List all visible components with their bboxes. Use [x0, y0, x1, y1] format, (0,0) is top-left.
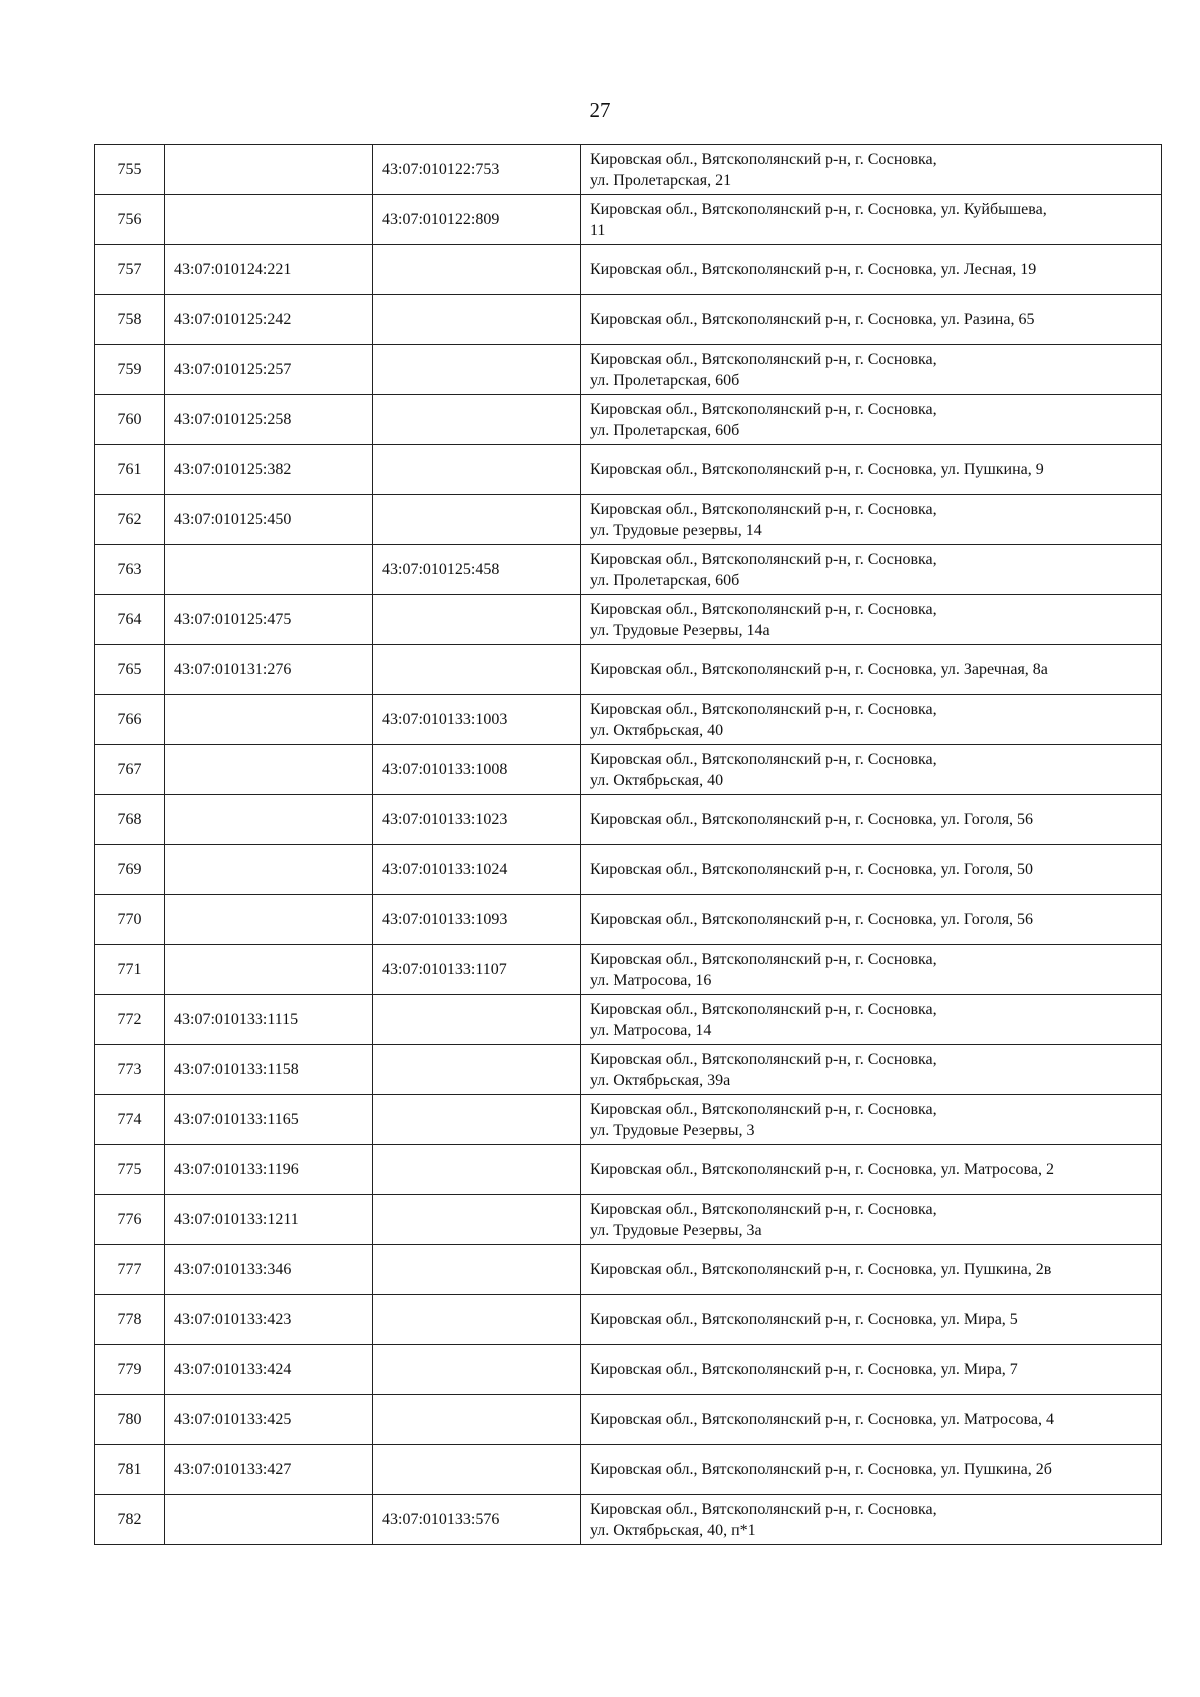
table-row: [95, 645, 1162, 695]
address-cell: [581, 345, 1162, 395]
row-number-cell: 757: [95, 245, 165, 295]
address-line: Кировская обл., Вятскополянский р-н, г. Сосновка, ул. Гоголя, 56: [590, 911, 1034, 928]
address-cell: [581, 895, 1162, 945]
address-cell: [581, 1345, 1162, 1395]
parent-cadastral-number-cell: [373, 1445, 581, 1495]
cadastral-number-cell: 43:07:010125:242: [165, 295, 373, 345]
cadastral-number-cell: [165, 695, 373, 745]
row-number-cell: 758: [95, 295, 165, 345]
table-row: [95, 1295, 1162, 1345]
address-line-continued: ул. Пролетарская, 60б: [590, 571, 740, 589]
cadastral-number-cell: [165, 545, 373, 595]
address-line: Кировская обл., Вятскополянский р-н, г. Сосновка,: [590, 150, 937, 168]
address-cell: [581, 495, 1162, 545]
table-row: [95, 195, 1162, 245]
address-line: Кировская обл., Вятскополянский р-н, г. Сосновка, ул. Мира, 5: [590, 1311, 1018, 1328]
address-cell: [581, 795, 1162, 845]
address-cell: [581, 1145, 1162, 1195]
address-line-continued: ул. Трудовые Резервы, 14а: [590, 621, 770, 639]
address-line-continued: ул. Трудовые резервы, 14: [590, 521, 762, 539]
table-row: [95, 1395, 1162, 1445]
cadastral-number-cell: [165, 945, 373, 995]
row-number-cell: 777: [95, 1245, 165, 1295]
table-row: [95, 595, 1162, 645]
parent-cadastral-number-cell: [373, 395, 581, 445]
parent-cadastral-number-cell: [373, 1045, 581, 1095]
row-number-cell: 771: [95, 945, 165, 995]
parent-cadastral-number-cell: 43:07:010125:458: [373, 545, 581, 595]
parent-cadastral-number-cell: [373, 1195, 581, 1245]
address-cell: [581, 1245, 1162, 1295]
row-number-cell: 756: [95, 195, 165, 245]
table-row: [95, 295, 1162, 345]
address-line: Кировская обл., Вятскополянский р-н, г. Сосновка,: [590, 500, 937, 518]
cadastral-number-cell: 43:07:010133:427: [165, 1445, 373, 1495]
address-cell: [581, 1095, 1162, 1145]
parent-cadastral-number-cell: 43:07:010133:576: [373, 1495, 581, 1545]
table-row: [95, 745, 1162, 795]
parent-cadastral-number-cell: 43:07:010133:1008: [373, 745, 581, 795]
row-number-cell: 759: [95, 345, 165, 395]
table-row: [95, 1345, 1162, 1395]
row-number-cell: 761: [95, 445, 165, 495]
parent-cadastral-number-cell: [373, 1395, 581, 1445]
address-cell: [581, 1195, 1162, 1245]
row-number-cell: 763: [95, 545, 165, 595]
row-number-cell: 755: [95, 145, 165, 195]
address-cell: [581, 395, 1162, 445]
parent-cadastral-number-cell: [373, 995, 581, 1045]
row-number-cell: 775: [95, 1145, 165, 1195]
address-line-continued: ул. Пролетарская, 60б: [590, 371, 740, 389]
page-number: 27: [589, 98, 611, 122]
table-row: [95, 445, 1162, 495]
address-cell: [581, 195, 1162, 245]
address-cell: [581, 1495, 1162, 1545]
cadastral-number-cell: 43:07:010131:276: [165, 645, 373, 695]
table-row: [95, 895, 1162, 945]
cadastral-number-cell: [165, 845, 373, 895]
parent-cadastral-number-cell: [373, 645, 581, 695]
table-row: [95, 345, 1162, 395]
parent-cadastral-number-cell: [373, 1345, 581, 1395]
address-line-continued: ул. Матросова, 16: [590, 971, 712, 989]
cadastral-number-cell: 43:07:010124:221: [165, 245, 373, 295]
address-cell: [581, 745, 1162, 795]
address-line: Кировская обл., Вятскополянский р-н, г. Сосновка, ул. Пушкина, 2б: [590, 1461, 1052, 1478]
row-number-cell: 773: [95, 1045, 165, 1095]
table-row: [95, 395, 1162, 445]
cadastral-number-cell: [165, 895, 373, 945]
address-cell: [581, 595, 1162, 645]
address-cell: [581, 145, 1162, 195]
cadastral-number-cell: 43:07:010133:346: [165, 1245, 373, 1295]
cadastral-number-cell: 43:07:010133:425: [165, 1395, 373, 1445]
table-row: [95, 1495, 1162, 1545]
address-cell: [581, 1295, 1162, 1345]
parent-cadastral-number-cell: [373, 1245, 581, 1295]
address-line-continued: ул. Октябрьская, 40, п*1: [590, 1521, 756, 1539]
cadastral-number-cell: 43:07:010125:475: [165, 595, 373, 645]
row-number-cell: 774: [95, 1095, 165, 1145]
address-line: Кировская обл., Вятскополянский р-н, г. Сосновка, ул. Матросова, 4: [590, 1411, 1054, 1428]
address-cell: [581, 545, 1162, 595]
cadastral-number-cell: [165, 745, 373, 795]
address-line: Кировская обл., Вятскополянский р-н, г. Сосновка, ул. Пушкина, 2в: [590, 1261, 1052, 1278]
address-line: Кировская обл., Вятскополянский р-н, г. Сосновка, ул. Заречная, 8а: [590, 661, 1048, 678]
address-line: Кировская обл., Вятскополянский р-н, г. Сосновка, ул. Разина, 65: [590, 311, 1035, 328]
table-row: [95, 995, 1162, 1045]
parent-cadastral-number-cell: [373, 595, 581, 645]
parent-cadastral-number-cell: [373, 1145, 581, 1195]
cadastral-number-cell: 43:07:010125:382: [165, 445, 373, 495]
parent-cadastral-number-cell: 43:07:010133:1093: [373, 895, 581, 945]
address-line: Кировская обл., Вятскополянский р-н, г. Сосновка,: [590, 1050, 937, 1068]
table-row: [95, 1195, 1162, 1245]
address-cell: [581, 295, 1162, 345]
parent-cadastral-number-cell: [373, 345, 581, 395]
cadastral-number-cell: 43:07:010125:258: [165, 395, 373, 445]
address-line: Кировская обл., Вятскополянский р-н, г. Сосновка,: [590, 600, 937, 618]
row-number-cell: 781: [95, 1445, 165, 1495]
address-line: Кировская обл., Вятскополянский р-н, г. Сосновка,: [590, 1100, 937, 1118]
row-number-cell: 778: [95, 1295, 165, 1345]
address-line: Кировская обл., Вятскополянский р-н, г. Сосновка, ул. Куйбышева,: [590, 200, 1047, 218]
address-line: Кировская обл., Вятскополянский р-н, г. Сосновка,: [590, 350, 937, 368]
row-number-cell: 768: [95, 795, 165, 845]
address-cell: [581, 945, 1162, 995]
table-row: [95, 245, 1162, 295]
parent-cadastral-number-cell: 43:07:010133:1024: [373, 845, 581, 895]
address-line: Кировская обл., Вятскополянский р-н, г. Сосновка, ул. Матросова, 2: [590, 1161, 1054, 1178]
cadastral-number-cell: 43:07:010133:1211: [165, 1195, 373, 1245]
table-row: [95, 845, 1162, 895]
parent-cadastral-number-cell: 43:07:010133:1107: [373, 945, 581, 995]
row-number-cell: 765: [95, 645, 165, 695]
row-number-cell: 776: [95, 1195, 165, 1245]
cadastral-number-cell: [165, 1495, 373, 1545]
parent-cadastral-number-cell: 43:07:010133:1003: [373, 695, 581, 745]
parent-cadastral-number-cell: [373, 245, 581, 295]
parent-cadastral-number-cell: 43:07:010133:1023: [373, 795, 581, 845]
address-line: Кировская обл., Вятскополянский р-н, г. Сосновка,: [590, 400, 937, 418]
address-line-continued: ул. Матросова, 14: [590, 1021, 712, 1039]
cadastral-number-cell: [165, 195, 373, 245]
address-line: Кировская обл., Вятскополянский р-н, г. Сосновка, ул. Гоголя, 50: [590, 861, 1034, 878]
address-line: Кировская обл., Вятскополянский р-н, г. Сосновка,: [590, 1200, 937, 1218]
parent-cadastral-number-cell: [373, 495, 581, 545]
row-number-cell: 769: [95, 845, 165, 895]
address-line-continued: ул. Пролетарская, 21: [590, 171, 732, 189]
table-row: [95, 545, 1162, 595]
table-row: [95, 1445, 1162, 1495]
address-line-continued: ул. Октябрьская, 40: [590, 721, 724, 739]
address-line: Кировская обл., Вятскополянский р-н, г. Сосновка, ул. Гоголя, 56: [590, 811, 1034, 828]
address-line: Кировская обл., Вятскополянский р-н, г. Сосновка, ул. Пушкина, 9: [590, 461, 1044, 478]
address-line-continued: ул. Трудовые Резервы, 3: [590, 1121, 755, 1139]
registry-table: [94, 144, 1162, 1545]
cadastral-number-cell: 43:07:010125:257: [165, 345, 373, 395]
cadastral-number-cell: 43:07:010133:424: [165, 1345, 373, 1395]
row-number-cell: 780: [95, 1395, 165, 1445]
table-row: [95, 1145, 1162, 1195]
row-number-cell: 770: [95, 895, 165, 945]
parent-cadastral-number-cell: [373, 445, 581, 495]
parent-cadastral-number-cell: 43:07:010122:809: [373, 195, 581, 245]
row-number-cell: 766: [95, 695, 165, 745]
address-cell: [581, 1445, 1162, 1495]
address-line: Кировская обл., Вятскополянский р-н, г. Сосновка, ул. Мира, 7: [590, 1361, 1018, 1378]
parent-cadastral-number-cell: [373, 1295, 581, 1345]
row-number-cell: 779: [95, 1345, 165, 1395]
address-line-continued: ул. Пролетарская, 60б: [590, 421, 740, 439]
address-line: Кировская обл., Вятскополянский р-н, г. Сосновка,: [590, 950, 937, 968]
table-row: [95, 1095, 1162, 1145]
address-cell: [581, 995, 1162, 1045]
row-number-cell: 760: [95, 395, 165, 445]
cadastral-number-cell: 43:07:010125:450: [165, 495, 373, 545]
row-number-cell: 764: [95, 595, 165, 645]
registry-table-body: [95, 145, 1162, 1545]
cadastral-number-cell: [165, 145, 373, 195]
row-number-cell: 762: [95, 495, 165, 545]
parent-cadastral-number-cell: 43:07:010122:753: [373, 145, 581, 195]
table-row: [95, 1245, 1162, 1295]
address-cell: [581, 1395, 1162, 1445]
address-line-continued: ул. Октябрьская, 40: [590, 771, 724, 789]
table-row: [95, 145, 1162, 195]
address-line: Кировская обл., Вятскополянский р-н, г. Сосновка,: [590, 1000, 937, 1018]
address-cell: [581, 645, 1162, 695]
table-row: [95, 495, 1162, 545]
table-row: [95, 1045, 1162, 1095]
address-cell: [581, 695, 1162, 745]
address-line: Кировская обл., Вятскополянский р-н, г. Сосновка, ул. Лесная, 19: [590, 261, 1037, 278]
cadastral-number-cell: 43:07:010133:423: [165, 1295, 373, 1345]
address-line: Кировская обл., Вятскополянский р-н, г. Сосновка,: [590, 550, 937, 568]
address-cell: [581, 445, 1162, 495]
parent-cadastral-number-cell: [373, 1095, 581, 1145]
address-cell: [581, 245, 1162, 295]
parent-cadastral-number-cell: [373, 295, 581, 345]
cadastral-number-cell: 43:07:010133:1165: [165, 1095, 373, 1145]
address-line-continued: 11: [590, 221, 606, 239]
cadastral-number-cell: [165, 795, 373, 845]
row-number-cell: 782: [95, 1495, 165, 1545]
address-line-continued: ул. Трудовые Резервы, 3а: [590, 1221, 762, 1239]
address-line: Кировская обл., Вятскополянский р-н, г. Сосновка,: [590, 750, 937, 768]
address-cell: [581, 845, 1162, 895]
table-row: [95, 945, 1162, 995]
row-number-cell: 767: [95, 745, 165, 795]
cadastral-number-cell: 43:07:010133:1115: [165, 995, 373, 1045]
address-cell: [581, 1045, 1162, 1095]
table-row: [95, 695, 1162, 745]
table-row: [95, 795, 1162, 845]
address-line: Кировская обл., Вятскополянский р-н, г. Сосновка,: [590, 700, 937, 718]
row-number-cell: 772: [95, 995, 165, 1045]
address-line-continued: ул. Октябрьская, 39а: [590, 1071, 731, 1089]
address-line: Кировская обл., Вятскополянский р-н, г. Сосновка,: [590, 1500, 937, 1518]
cadastral-number-cell: 43:07:010133:1158: [165, 1045, 373, 1095]
cadastral-number-cell: 43:07:010133:1196: [165, 1145, 373, 1195]
